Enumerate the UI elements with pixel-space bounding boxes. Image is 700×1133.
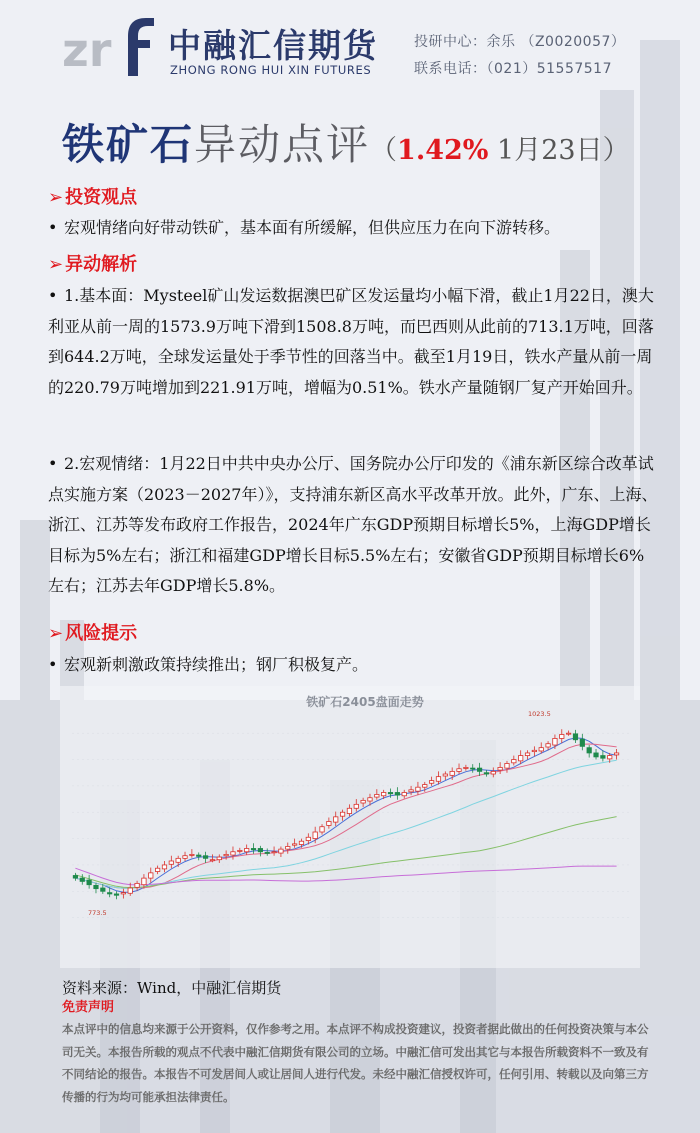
candle-body (601, 756, 605, 759)
candle-body (258, 848, 262, 851)
candle-body (107, 893, 111, 894)
candle-body (183, 856, 187, 859)
candle-body (573, 734, 577, 740)
candle-body (539, 748, 543, 751)
chevron-right-icon: ➢ (48, 254, 64, 275)
candle-body (80, 878, 84, 881)
candle-body (231, 852, 235, 855)
disclaimer-text: 本点评中的信息均来源于公开资料，仅作参考之用。本点评不构成投资建议，投资者据此做出的任何投资决策与本公司无关。本报告所载的观点不代表中融汇信期货有限公司的立场。中融汇信可发出其它与本报告所载资料不一致及有不同结论的报告。本报告不可发居间人或让居间人进行代发。未经中融汇信授权许可，任何引用、转载以及向第三方传播的行为均可能承担法律责任。 (62, 1022, 649, 1104)
candle-body (477, 768, 481, 771)
analysis-paragraph-2: • 2.宏观情绪：1月22日中共中央办公厅、国务院办公厅印发的《浦东新区综合改革试点实施方案（2023－2027年）》，支持浦东新区高水平改革开放。此外，广东、上海、浙江、江苏等发布政府工作报告，2024年广东GDP预期目标增长5%，上海GDP增长目标为5%左右；浙江和福建GDP增长目标5.5%左右；安徽省GDP预期目标增长6%左右；江苏去年GDP增长5.8%。 (48, 449, 660, 602)
section-heading-risk: ➢ 风险提示 (48, 623, 138, 644)
candle-body (587, 748, 591, 753)
candle-body (409, 790, 413, 792)
candle-body (553, 738, 557, 745)
candle-body (155, 868, 159, 871)
candle-body (498, 767, 502, 770)
candle-body (217, 857, 221, 860)
candle-body (560, 734, 564, 738)
brand-name-cn: 中融汇信期货 (168, 26, 378, 65)
candle-body (142, 878, 146, 885)
candle-body (203, 856, 207, 859)
change-percent: 1.42% (397, 135, 489, 166)
candle-body (429, 781, 433, 784)
candle-body (361, 800, 365, 803)
data-source: 资料来源：Wind，中融汇信期货 (62, 979, 282, 997)
section-heading-view: ➢ 投资观点 (48, 187, 138, 208)
candle-body (614, 753, 618, 755)
view-paragraph: • 宏观情绪向好带动铁矿，基本面有所缓解，但供应压力在向下游转移。 (48, 213, 660, 244)
candle-body (313, 832, 317, 839)
svg-text:zr: zr (62, 23, 112, 77)
candle-body (464, 767, 468, 768)
candle-body (251, 848, 255, 849)
candle-body (94, 885, 98, 888)
candle-body (423, 785, 427, 788)
logo-icon (62, 14, 162, 78)
analyst-info: 投研中心：余乐 （Z0020057） (414, 34, 626, 50)
candle-body (471, 768, 475, 769)
title-paren-open: （ (370, 135, 398, 166)
report-date: 1月23日 (488, 135, 603, 166)
candle-body (566, 733, 570, 734)
candle-body (450, 771, 454, 775)
bullet-icon: • (48, 286, 58, 305)
title-sub: 异动点评 (194, 120, 371, 169)
candle-body (128, 888, 132, 893)
candle-body (594, 753, 598, 757)
candle-body (272, 852, 276, 853)
candle-body (149, 873, 153, 878)
candle-body (197, 855, 201, 856)
chevron-right-icon: ➢ (48, 623, 64, 644)
candle-body (354, 804, 358, 808)
analysis-paragraph-1: • 1.基本面：Mysteel矿山发运数据澳巴矿区发运量均小幅下滑，截止1月22日，澳大利亚从前一周的1573.9万吨下滑到1508.8万吨，而巴西则从此前的713.1万吨，回落到644.2万吨，全球发运量处于季节性的回落当中。截至1月19日，铁水产量从前一周的220.79万吨增加到221.91万吨，增幅为0.51%。铁水产量随钢厂复产开始回升。 (48, 281, 660, 403)
candle-body (299, 841, 303, 844)
bullet-icon: • (48, 655, 58, 674)
candle-body (327, 821, 331, 825)
title-paren-close: ） (602, 135, 630, 166)
candle-body (512, 760, 516, 763)
low-label: 773.5 (88, 909, 107, 917)
candle-body (238, 850, 242, 851)
candle-body (580, 739, 584, 746)
chart-title: 铁矿石2405盘面走势 (306, 695, 424, 709)
candle-body (375, 794, 379, 797)
candle-body (169, 861, 173, 864)
candle-body (320, 827, 324, 832)
candle-body (416, 787, 420, 791)
section-heading-analysis: ➢ 异动解析 (48, 254, 138, 275)
chevron-right-icon: ➢ (48, 187, 64, 208)
candle-body (546, 744, 550, 747)
candle-body (443, 774, 447, 776)
candle-body (340, 812, 344, 816)
candle-body (265, 852, 269, 853)
candle-body (190, 854, 194, 855)
candle-body (525, 753, 529, 756)
candle-body (286, 846, 290, 849)
candle-body (334, 817, 338, 822)
candle-body (518, 756, 522, 761)
candle-body (381, 792, 385, 795)
candle-body (114, 894, 118, 895)
candle-body (395, 792, 399, 795)
risk-paragraph: • 宏观新刺激政策持续推出；钢厂积极复产。 (48, 650, 660, 681)
candle-body (121, 893, 125, 894)
brand-name-en: ZHONG RONG HUI XIN FUTURES (170, 63, 372, 77)
candle-body (244, 848, 248, 851)
candle-body (388, 792, 392, 793)
candle-body (347, 808, 351, 813)
disclaimer-title: 免责声明 (62, 1000, 115, 1015)
candle-body (162, 865, 166, 869)
candle-body (279, 849, 283, 853)
title-main: 铁矿石 (62, 120, 195, 169)
candle-body (368, 798, 372, 801)
candle-body (73, 875, 77, 878)
price-chart (60, 686, 640, 968)
candle-body (176, 858, 180, 862)
candle-body (135, 883, 139, 887)
bullet-icon: • (48, 218, 58, 237)
phone-info: 联系电话：（021）51557517 (414, 61, 612, 77)
bullet-icon: • (48, 454, 58, 473)
candle-body (306, 837, 310, 840)
candle-body (457, 769, 461, 772)
candle-body (505, 763, 509, 768)
candle-body (101, 888, 105, 891)
candle-body (484, 773, 488, 774)
candle-body (532, 750, 536, 751)
candle-body (608, 756, 612, 759)
candle-body (292, 844, 296, 845)
page-title (62, 112, 630, 172)
candle-body (436, 777, 440, 782)
candle-body (224, 854, 228, 855)
candle-body (491, 771, 495, 774)
candle-body (87, 880, 91, 885)
high-label: 1023.5 (528, 710, 551, 718)
candle-body (210, 860, 214, 861)
candle-body (402, 792, 406, 795)
